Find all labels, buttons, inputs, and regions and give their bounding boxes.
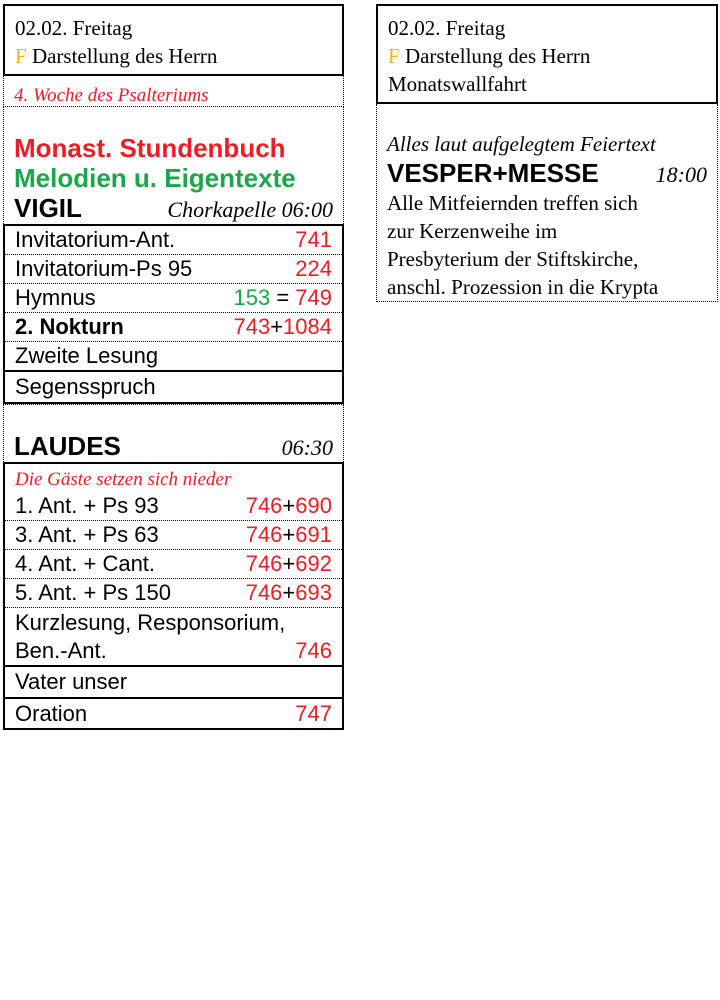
- vesper-block: [376, 104, 718, 302]
- row-label: Oration: [15, 701, 88, 726]
- row-label: 3. Ant. + Ps 63: [15, 522, 159, 547]
- book-line-2: Melodien u. Eigentexte: [14, 163, 296, 193]
- row-ref: [246, 492, 332, 520]
- date-header: [376, 4, 718, 104]
- ref-sep: +: [282, 551, 296, 576]
- vesper-time: 18:00: [655, 162, 707, 187]
- vesper-note: Alles laut aufgelegtem Feiertext: [387, 132, 656, 156]
- row-ref: 741: [295, 227, 332, 252]
- feast-name: Darstellung des Herrn: [404, 44, 591, 68]
- vigil-row: [5, 284, 342, 313]
- date-header: [3, 4, 344, 76]
- text-line: Presbyterium der Stiftskirche,: [387, 247, 639, 271]
- vigil-heading: [4, 193, 343, 224]
- ref-a: 746: [245, 493, 283, 518]
- ref-sep: +: [282, 493, 296, 518]
- row-ref: [246, 521, 332, 549]
- vigil-title: VIGIL: [14, 193, 82, 223]
- laudes-row: [5, 521, 342, 550]
- row-ref: 746: [295, 638, 332, 663]
- row-label: Zweite Lesung: [15, 343, 159, 368]
- date: 02.02. Freitag: [15, 16, 133, 40]
- row-ref: [246, 550, 332, 578]
- row-label: 4. Ant. + Cant.: [15, 551, 156, 576]
- laudes-kurz-line1: [5, 608, 342, 637]
- row-ref: [233, 313, 332, 341]
- row-ref: [246, 579, 332, 607]
- row-label: Invitatorium-Ant.: [15, 227, 176, 252]
- pilgrimage: Monatswallfahrt: [388, 72, 527, 96]
- row-label: Invitatorium-Ps 95: [15, 256, 193, 281]
- row-label: 2. Nokturn: [15, 314, 124, 339]
- row-ref: [233, 284, 332, 312]
- laudes-time: 06:30: [281, 435, 333, 460]
- ref-a: 743: [233, 314, 271, 339]
- date: 02.02. Freitag: [388, 16, 506, 40]
- text-line: anschl. Prozession in die Krypta: [387, 275, 659, 299]
- row-label: Vater unser: [15, 669, 128, 694]
- ref-b: 690: [295, 493, 332, 518]
- ref-b: 1084: [283, 314, 332, 339]
- row-label: Kurzlesung, Responsorium,: [15, 610, 286, 635]
- laudes-row: [5, 579, 342, 608]
- laudes-row: [5, 550, 342, 579]
- feast-marker: F: [15, 44, 27, 68]
- vigil-box: [3, 224, 344, 404]
- feast: [388, 42, 706, 70]
- text-line: Alle Mitfeiernden treffen sich: [387, 191, 638, 215]
- ref-sep: +: [270, 314, 284, 339]
- laudes-box: [3, 462, 344, 730]
- laudes-note: Die Gäste setzen sich nieder: [15, 469, 232, 490]
- ref-a: 746: [245, 580, 283, 605]
- laudes-title: LAUDES: [14, 431, 121, 461]
- ref-sep: +: [282, 580, 296, 605]
- feast: [15, 42, 332, 70]
- left-column: [3, 4, 344, 730]
- laudes-kurz-line2: [5, 637, 342, 667]
- ref-b: 693: [295, 580, 332, 605]
- ref-b: 691: [295, 522, 332, 547]
- right-column: [376, 4, 718, 302]
- vigil-row: [5, 255, 342, 284]
- vesper-text: [377, 189, 717, 301]
- vigil-row: [5, 342, 342, 372]
- vesper-title: VESPER+MESSE: [387, 158, 599, 188]
- laudes-oration: [5, 699, 342, 728]
- feast-marker: F: [388, 44, 400, 68]
- laudes-row: [5, 492, 342, 521]
- text-line: zur Kerzenweihe im: [387, 219, 558, 243]
- ref-a: 746: [245, 551, 283, 576]
- laudes-header-block: [3, 404, 344, 462]
- vigil-row: [5, 226, 342, 255]
- row-label: Ben.-Ant.: [15, 638, 107, 663]
- ref-a: 746: [245, 522, 283, 547]
- vigil-row: [5, 313, 342, 342]
- ref-sep: =: [270, 285, 296, 310]
- vesper-heading: [377, 158, 717, 189]
- vigil-row-segensspruch: [5, 372, 342, 402]
- psalter-week: 4. Woche des Psalteriums: [14, 85, 209, 106]
- vigil-place-time: Chorkapelle 06:00: [167, 197, 333, 222]
- vigil-header-block: [3, 107, 344, 224]
- book-line-1: Monast. Stundenbuch: [14, 133, 286, 163]
- ref-a: 153: [233, 285, 271, 310]
- row-ref: 747: [295, 701, 332, 726]
- row-ref: 224: [295, 256, 332, 281]
- ref-b: 749: [295, 285, 332, 310]
- feast-name: Darstellung des Herrn: [31, 44, 218, 68]
- row-label: 5. Ant. + Ps 150: [15, 580, 171, 605]
- ref-sep: +: [282, 522, 296, 547]
- row-label: Segensspruch: [15, 374, 156, 399]
- row-label: 1. Ant. + Ps 93: [15, 493, 159, 518]
- row-label: Hymnus: [15, 285, 96, 310]
- ref-b: 692: [295, 551, 332, 576]
- laudes-vater-unser: [5, 667, 342, 699]
- laudes-heading: [4, 431, 343, 462]
